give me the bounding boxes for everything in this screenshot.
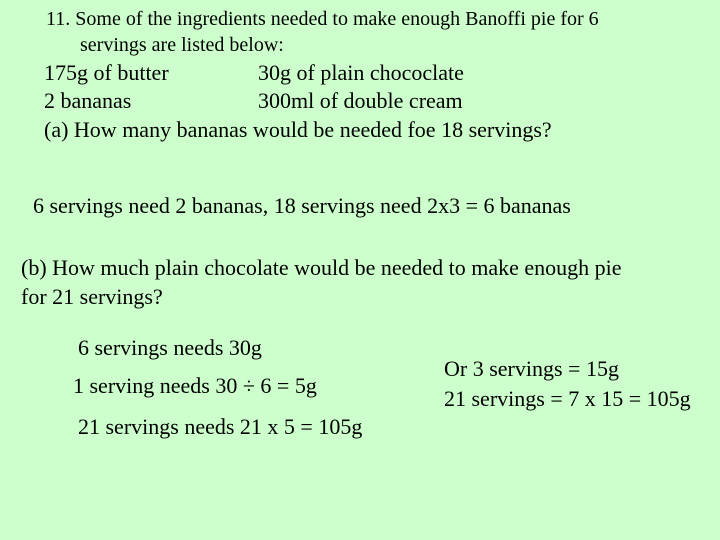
answer-b-alt-1: Or 3 servings = 15g: [444, 356, 619, 381]
intro-line-1: 11. Some of the ingredients needed to make enough Banoffi pie for 6: [46, 8, 599, 30]
ingredient-bananas: 2 bananas: [44, 88, 132, 113]
part-b-line-1: (b) How much plain chocolate would be needed to make enough pie: [21, 255, 622, 280]
part-b-line-2: for 21 servings?: [21, 284, 163, 309]
answer-b-alt-2: 21 servings = 7 x 15 = 105g: [444, 386, 691, 411]
answer-b-step-2: 1 serving needs 30 ÷ 6 = 5g: [73, 373, 317, 398]
ingredient-chocolate: 30g of plain chococlate: [258, 60, 464, 85]
answer-part-a: 6 servings need 2 bananas, 18 servings need 2x3 = 6 bananas: [33, 193, 571, 218]
answer-b-step-3: 21 servings needs 21 x 5 = 105g: [78, 414, 363, 439]
ingredient-butter: 175g of butter: [44, 60, 169, 85]
question-part-a: (a) How many bananas would be needed foe 18 servings?: [44, 117, 552, 142]
intro-line-2: servings are listed below:: [80, 34, 284, 56]
ingredient-cream: 300ml of double cream: [258, 88, 463, 113]
answer-b-step-1: 6 servings needs 30g: [78, 335, 262, 360]
